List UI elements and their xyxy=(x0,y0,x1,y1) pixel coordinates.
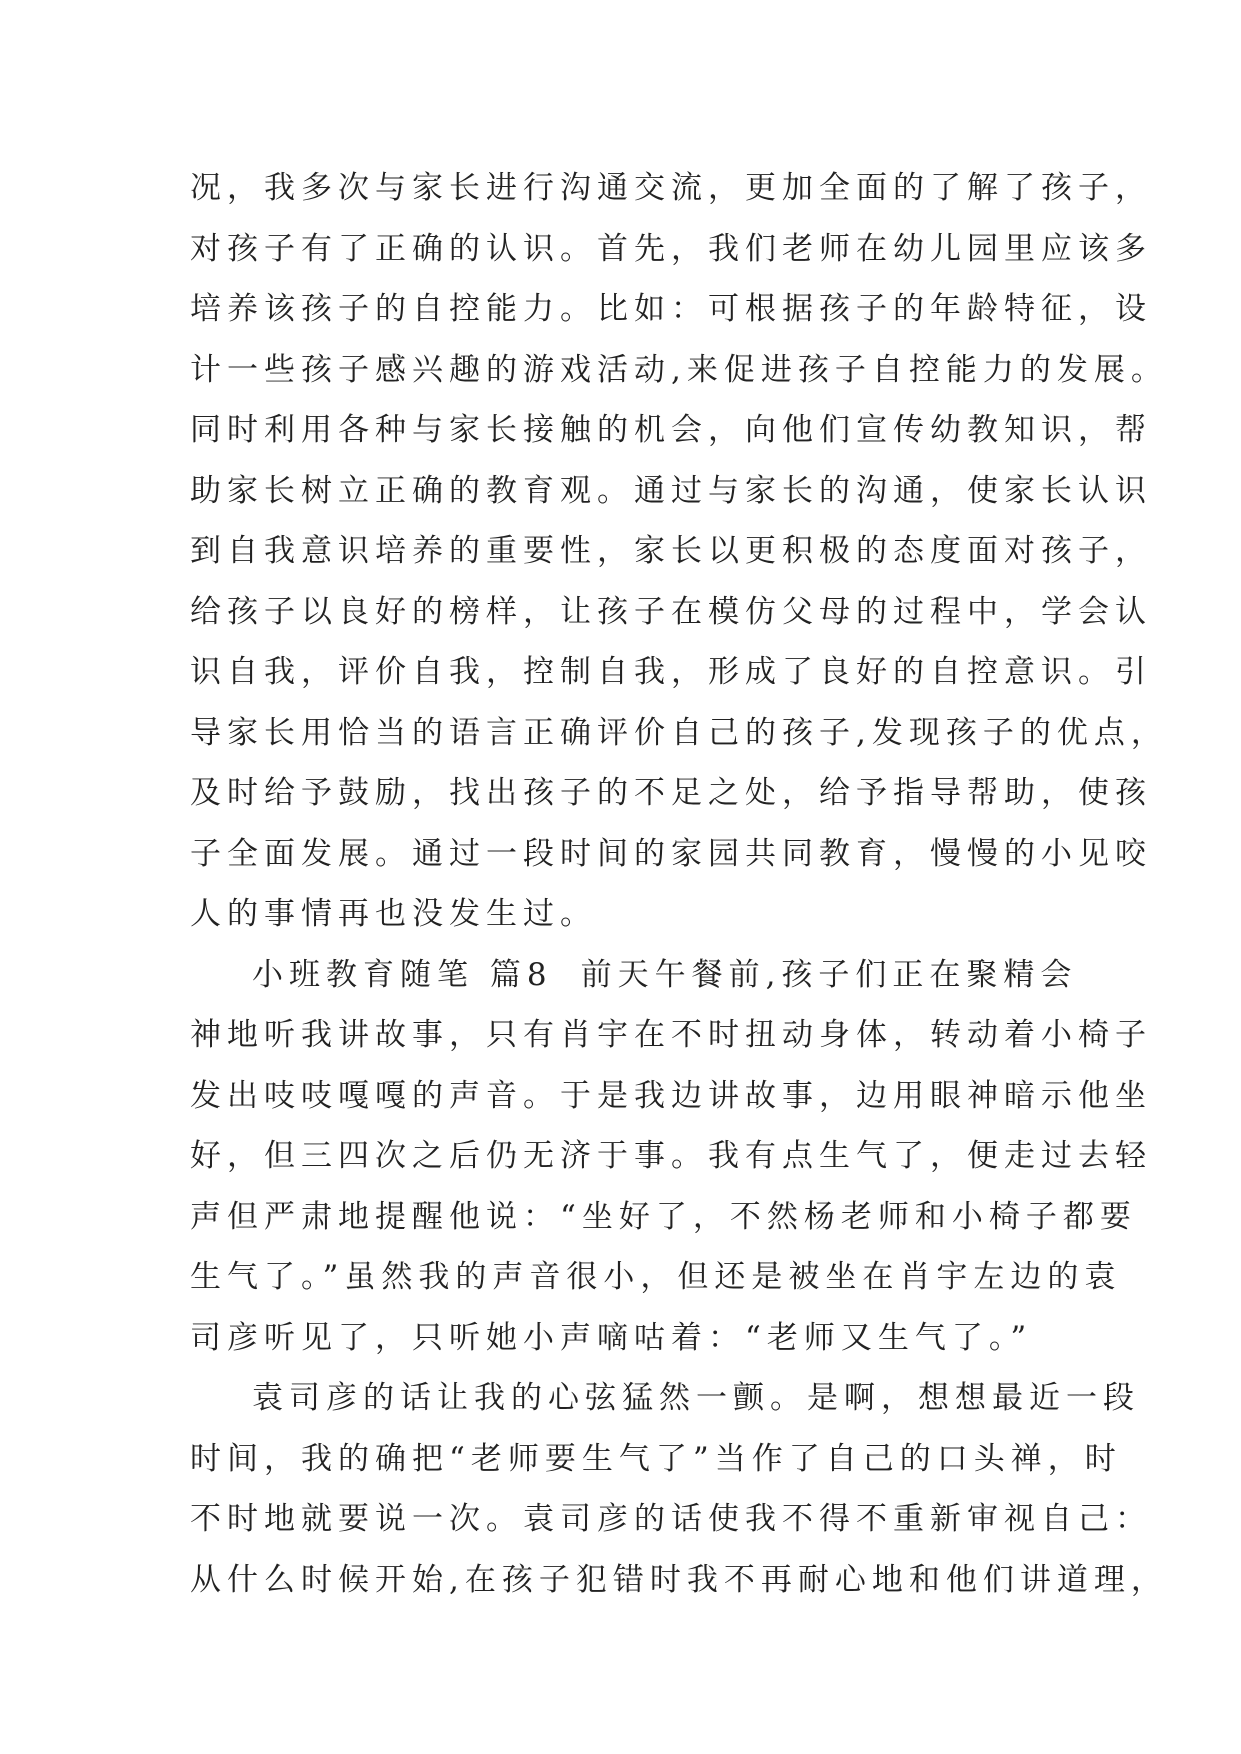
paragraph-first-line: 袁司彦的话让我的心弦猛然一颤。是啊，想想最近一段 xyxy=(252,1380,1140,1416)
text-line: 导家长用恰当的语言正确评价自己的孩子,发现孩子的优点， xyxy=(190,714,1168,751)
text-line: 及时给予鼓励，找出孩子的不足之处，给予指导帮助，使孩 xyxy=(190,775,1152,811)
section-first-line-text: 前天午餐前,孩子们正在聚精会 xyxy=(580,956,1078,993)
text-line: 对孩子有了正确的认识。首先，我们老师在幼儿园里应该多 xyxy=(190,230,1152,267)
text-line: 从什么时候开始,在孩子犯错时我不再耐心地和他们讲道理， xyxy=(190,1561,1168,1598)
text-line: 识自我，评价自我，控制自我，形成了良好的自控意识。引 xyxy=(190,654,1152,690)
text-line: 司彦听见了，只听她小声嘀咕着：“老师又生气了。” xyxy=(190,1319,1033,1356)
section-start-line xyxy=(190,945,1078,1006)
text-line: 计一些孩子感兴趣的游戏活动,来促进孩子自控能力的发展。 xyxy=(190,351,1168,388)
text-line: 培养该孩子的自控能力。比如：可根据孩子的年龄特征，设 xyxy=(190,291,1152,327)
text-line: 给孩子以良好的榜样，让孩子在模仿父母的过程中，学会认 xyxy=(190,593,1152,630)
section-heading: 小班教育随笔 篇8 xyxy=(252,956,553,993)
text-line: 子全面发展。通过一段时间的家园共同教育，慢慢的小见咬 xyxy=(190,835,1152,872)
text-line: 况，我多次与家长进行沟通交流，更加全面的了解了孩子， xyxy=(190,170,1152,206)
text-line: 助家长树立正确的教育观。通过与家长的沟通，使家长认识 xyxy=(190,472,1152,509)
text-line: 生气了。”虽然我的声音很小，但还是被坐在肖宇左边的袁 xyxy=(190,1259,1122,1295)
text-line: 时间，我的确把“老师要生气了”当作了自己的口头禅，时 xyxy=(190,1440,1122,1477)
text-line: 同时利用各种与家长接触的机会，向他们宣传幼教知识，帮 xyxy=(190,412,1152,448)
text-line: 到自我意识培养的重要性，家长以更积极的态度面对孩子， xyxy=(190,533,1152,569)
text-line: 声但严肃地提醒他说：“坐好了，不然杨老师和小椅子都要 xyxy=(190,1198,1137,1235)
text-line: 不时地就要说一次。袁司彦的话使我不得不重新审视自己： xyxy=(190,1501,1152,1537)
text-line: 神地听我讲故事，只有肖宇在不时扭动身体，转动着小椅子 xyxy=(190,1017,1152,1053)
text-line: 发出吱吱嘎嘎的声音。于是我边讲故事，边用眼神暗示他坐 xyxy=(190,1077,1152,1114)
document-body xyxy=(190,158,1168,1610)
text-line: 人的事情再也没发生过。 xyxy=(190,896,597,932)
text-line: 好，但三四次之后仍无济于事。我有点生气了，便走过去轻 xyxy=(190,1138,1152,1174)
